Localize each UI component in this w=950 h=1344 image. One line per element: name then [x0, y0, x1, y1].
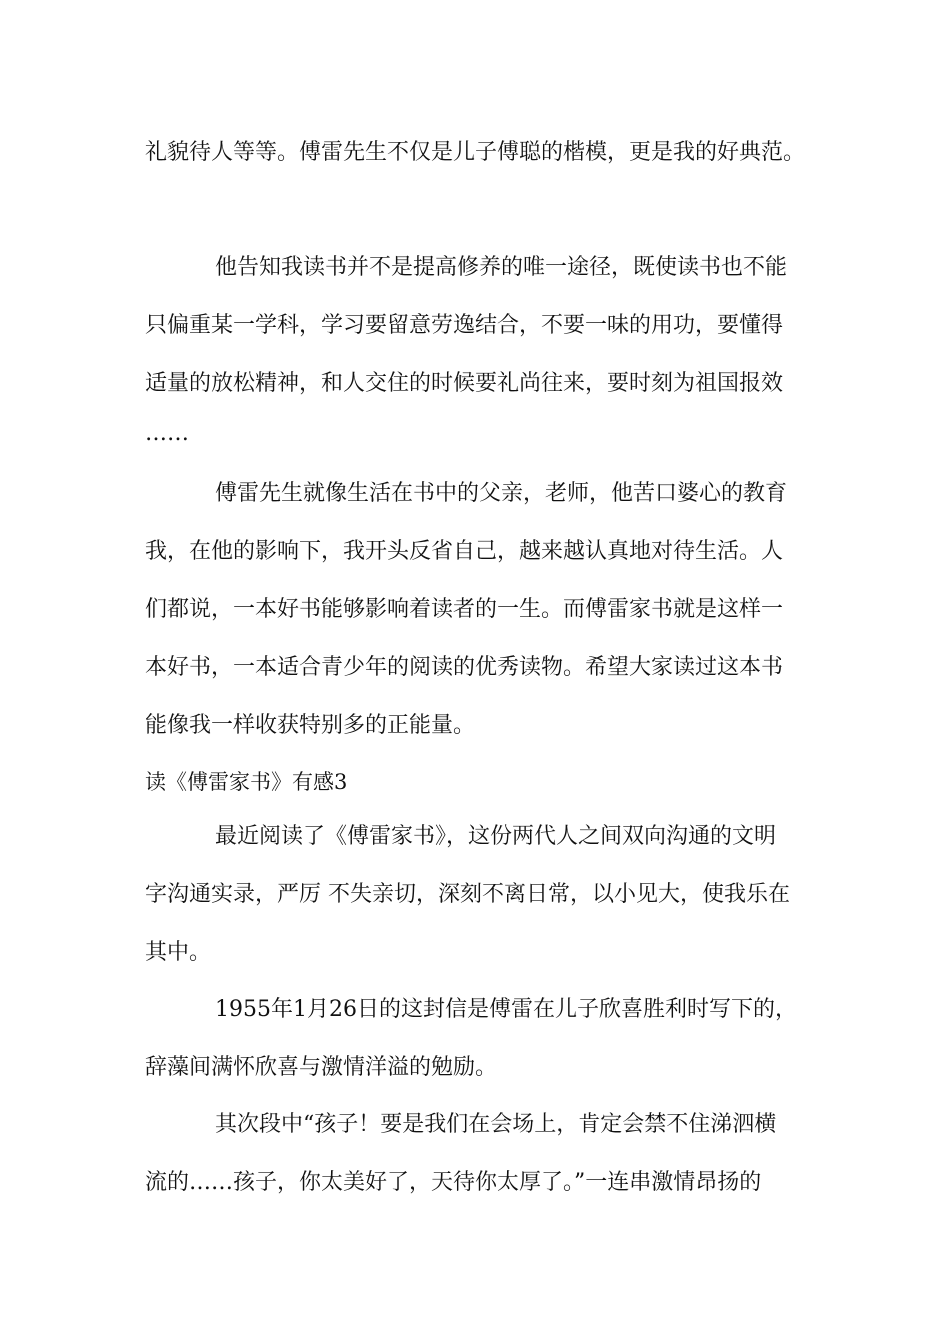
- text-line: 他告知我读书并不是提高修养的唯一途径，既使读书也不能: [215, 255, 788, 280]
- text-line: 流的……孩子，你太美好了，天待你太厚了。”一连串激情昂扬的: [145, 1170, 762, 1195]
- text-line: 辞藻间满怀欣喜与激情洋溢的勉励。: [145, 1055, 498, 1080]
- text-line: 最近阅读了《傅雷家书》，这份两代人之间双向沟通的文明: [215, 824, 777, 849]
- section-heading: 读《傅雷家书》有感3: [145, 770, 348, 794]
- text-line: 字沟通实录，严厉 不失亲切，深刻不离日常，以小见大，使我乐在: [145, 882, 790, 907]
- text-line: 其中。: [145, 940, 212, 965]
- text-line: ……: [145, 421, 189, 446]
- text-line: 本好书，一本适合青少年的阅读的优秀读物。希望大家读过这本书: [145, 655, 784, 680]
- text-line: 1955年1月26日的这封信是傅雷在儿子欣喜胜利时写下的，: [215, 997, 797, 1022]
- text-line: 礼貌待人等等。傅雷先生不仅是儿子傅聪的楷模，更是我的好典范。: [145, 140, 806, 165]
- text-line: 们都说，一本好书能够影响着读者的一生。而傅雷家书就是这样一: [145, 597, 784, 622]
- text-line: 其次段中“孩子！要是我们在会场上，肯定会禁不住涕泗横: [215, 1112, 777, 1137]
- text-line: 只偏重某一学科，学习要留意劳逸结合，不要一味的用功，要懂得: [145, 313, 784, 338]
- text-line: 适量的放松精神，和人交住的时候要礼尚往来，要时刻为祖国报效: [145, 371, 784, 396]
- text-line: 傅雷先生就像生活在书中的父亲，老师，他苦口婆心的教育: [215, 481, 788, 506]
- text-line: 能像我一样收获特别多的正能量。: [145, 713, 476, 738]
- text-line: 我，在他的影响下，我开头反省自己，越来越认真地对待生活。人: [145, 539, 784, 564]
